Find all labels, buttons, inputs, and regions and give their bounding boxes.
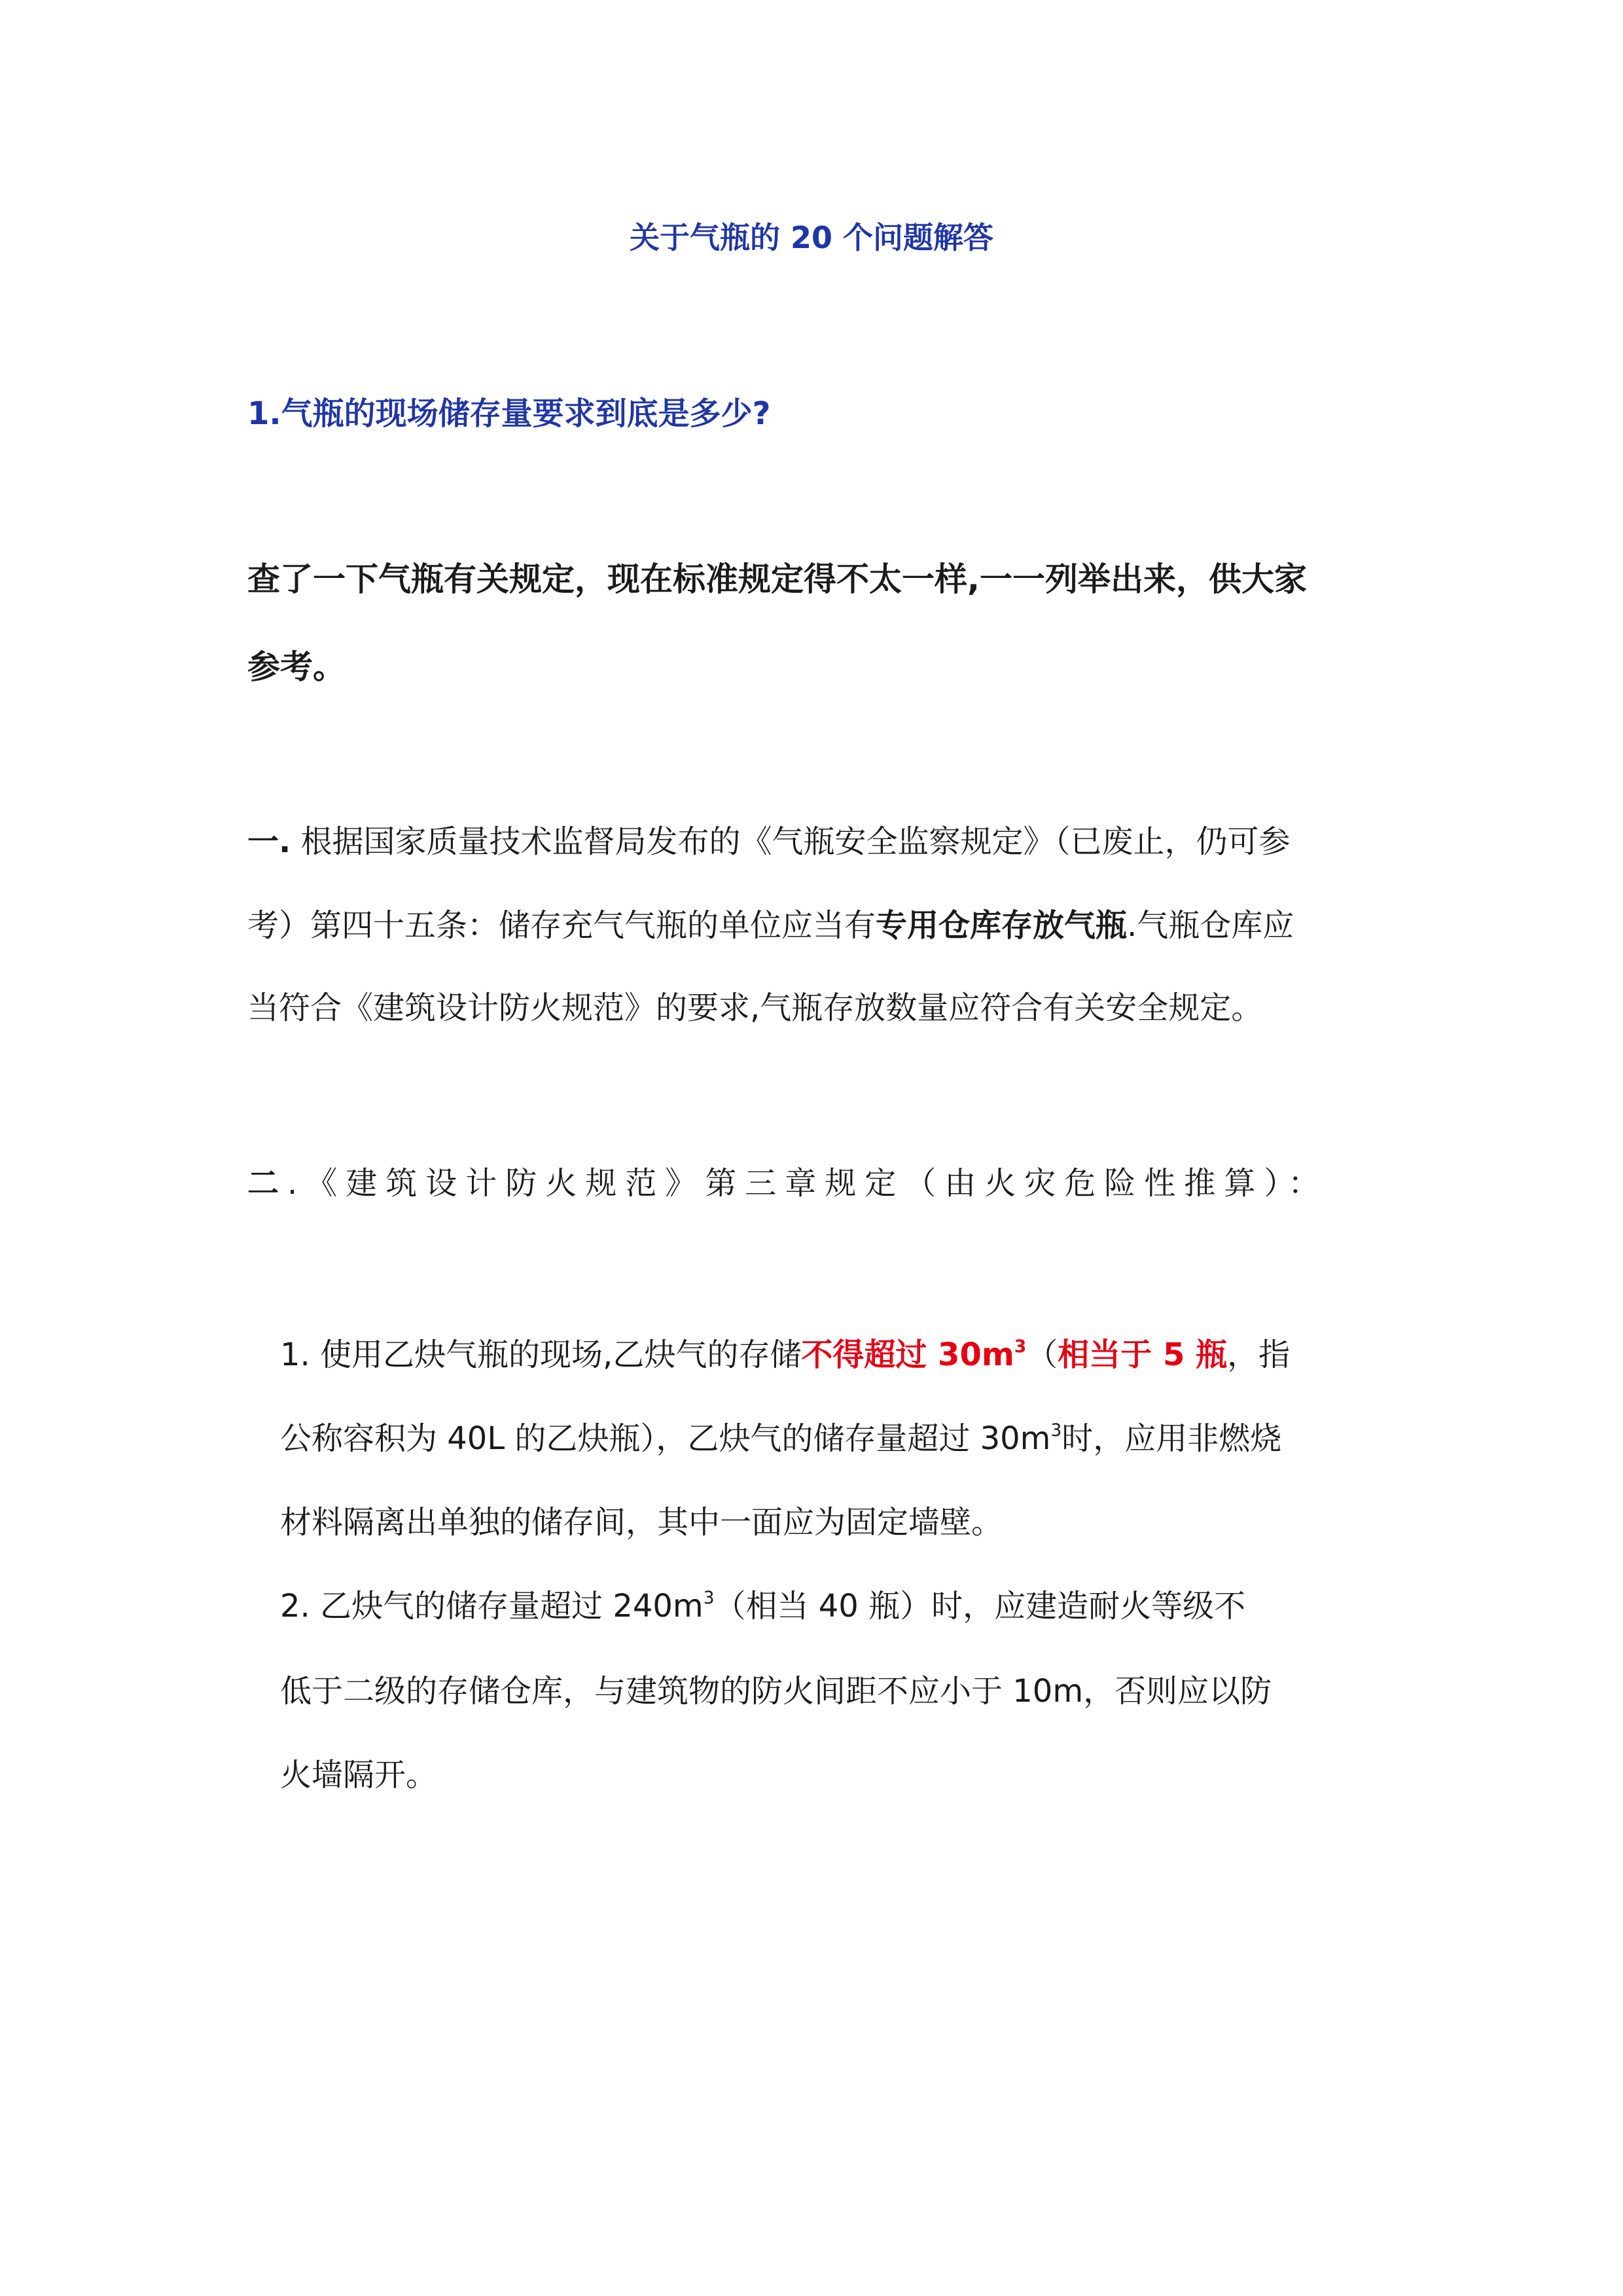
item1-line-1 xyxy=(280,1336,1291,1373)
section1-marker: 一. xyxy=(247,823,291,860)
document-title: 关于气瓶的 20 个问题解答 xyxy=(629,220,994,255)
section1-line-2-pre: 考）第四十五条：储存充气气瓶的单位应当有 xyxy=(247,907,876,944)
section1-line-2-post: .气瓶仓库应 xyxy=(1127,907,1294,944)
item1-limit-highlight: 不得超过 $30m^3$ xyxy=(801,1336,1027,1373)
section1-line-1 xyxy=(247,823,1291,860)
question-heading: 1.气瓶的现场储存量要求到底是多少? xyxy=(247,395,771,432)
item1-line-1-mid: （ xyxy=(1026,1336,1058,1373)
item2-line-2: 低于二级的存储仓库，与建筑物的防火间距不应小于 10m，否则应以防 xyxy=(280,1673,1272,1710)
item1-line-1-post: ，指 xyxy=(1227,1336,1291,1373)
section1-line-2 xyxy=(247,907,1294,944)
item2-line-3: 火墙隔开。 xyxy=(280,1757,438,1793)
item1-equivalent-highlight: 相当于 5 瓶 xyxy=(1058,1336,1228,1373)
section1-line-1-text: 根据国家质量技术监督局发布的《气瓶安全监察规定》（已废止，仍可参 xyxy=(291,823,1291,860)
section2-text: .《建筑设计防火规范》第三章规定（由火灾危险性推算）： xyxy=(287,1165,1329,1202)
item2-line-1: 2. 乙炔气的储存量超过 $240m^3$（相当 40 瓶）时，应建造耐火等级不 xyxy=(280,1588,1246,1624)
section2-heading xyxy=(247,1165,1329,1202)
section1-emphasis: 专用仓库存放气瓶 xyxy=(876,907,1128,944)
intro-line-1: 查了一下气瓶有关规定，现在标准规定得不太一样,一一列举出来，供大家 xyxy=(247,560,1307,598)
item1-line-3: 材料隔离出单独的储存间，其中一面应为固定墙壁。 xyxy=(280,1504,1003,1541)
intro-line-2: 参考。 xyxy=(247,648,346,686)
item1-line-1-pre: 1. 使用乙炔气瓶的现场,乙炔气的存储 xyxy=(280,1336,802,1373)
section2-marker: 二 xyxy=(247,1165,288,1202)
item1-line-2: 公称容积为 40L 的乙炔瓶），乙炔气的储存量超过 $30m^3$时，应用非燃烧 xyxy=(280,1420,1282,1457)
section1-line-3: 当符合《建筑设计防火规范》的要求,气瓶存放数量应符合有关安全规定。 xyxy=(247,990,1263,1026)
